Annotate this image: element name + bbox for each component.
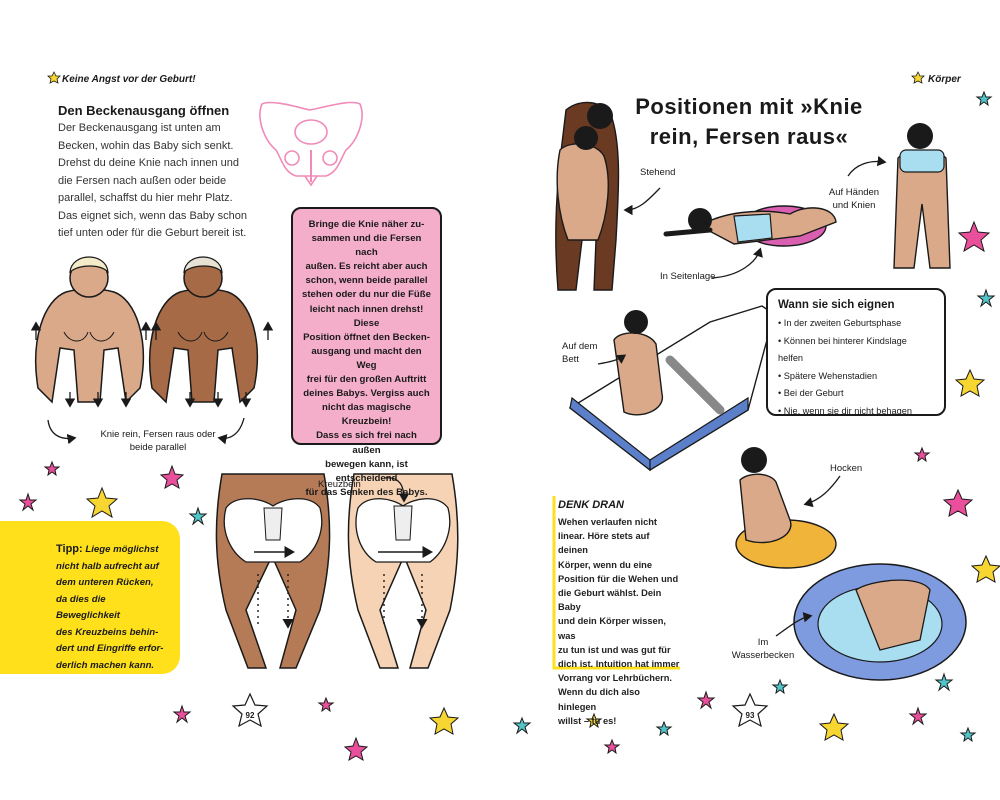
denk-dran-title: DENK DRAN	[558, 499, 624, 511]
title-line: Positionen mit »Knie	[635, 94, 863, 119]
pink-box-line: für das Senken des Babys.	[305, 486, 428, 498]
body-line: Das eignet sich, wenn das Baby schon	[58, 209, 247, 222]
pink-box-line: leicht nach innen drehst! Diese	[309, 303, 424, 329]
body-line: Becken, wohin das Baby sich senkt.	[58, 139, 234, 152]
body-line: die Fersen nach außen oder beide	[58, 174, 227, 187]
suitability-item: • Bei der Geburt	[778, 385, 934, 403]
pink-box-line: außen. Es reicht aber auch	[305, 261, 428, 273]
label-seitenlage: In Seitenlage	[660, 271, 716, 282]
label-line: Wasserbecken	[731, 650, 795, 661]
side-lying-woman-illustration	[666, 206, 836, 246]
squatting-woman-illustration	[736, 447, 836, 568]
denk-line: Wenn du dich also hinlegen	[558, 687, 640, 712]
denk-line: linear. Höre stets auf deinen	[558, 531, 650, 556]
tip-label: Tipp:	[56, 543, 83, 555]
denk-line: dich ist. Intuition hat immer	[558, 659, 680, 670]
page-number-right: 93	[745, 711, 755, 720]
tip-line: da dies die Beweglichkeit	[56, 593, 120, 621]
page-number-left: 92	[245, 711, 255, 720]
denk-line: die Geburt wählst. Dein Baby	[558, 588, 662, 613]
title-line: rein, Fersen raus«	[649, 124, 849, 149]
denk-dran-text	[558, 515, 680, 728]
body-line: Der Beckenausgang ist unten am	[58, 122, 221, 134]
pelvis-anatomy-light	[348, 474, 457, 668]
pink-box-line: deines Babys. Vergiss auch	[303, 388, 430, 400]
pink-info-box	[291, 207, 442, 498]
label-line: Im	[757, 637, 769, 648]
woman-all-fours-light	[36, 257, 144, 402]
denk-line: Vorrang vor Lehrbüchern.	[558, 673, 672, 684]
running-head-right: Körper	[928, 74, 961, 85]
suitability-item: • Können bei hinterer Kindslage helfen	[778, 333, 934, 368]
body-line: Drehst du deine Knie nach innen und	[58, 157, 240, 169]
pink-box-line: schon, wenn beide parallel	[305, 275, 428, 287]
tip-box	[0, 521, 180, 674]
hands-knees-woman-illustration	[894, 123, 950, 268]
pink-box-line: nicht das magische Kreuzbein!	[321, 402, 412, 428]
label-line: und Knien	[832, 200, 876, 211]
denk-line: zu tun ist und was gut für	[558, 644, 671, 655]
label-haenden-knien	[828, 186, 880, 212]
section-body	[58, 120, 268, 243]
pink-box-line: frei für den großen Auftritt	[306, 374, 427, 386]
suitability-box	[766, 288, 946, 416]
pelvis-outline-drawing	[260, 103, 362, 185]
section-heading: Den Beckenausgang öffnen	[58, 103, 230, 118]
label-stehend: Stehend	[640, 167, 676, 178]
denk-line: Wehen verlaufen nicht	[558, 517, 658, 527]
label-line: Bett	[562, 354, 579, 365]
caption-line: beide parallel	[129, 442, 187, 453]
suitability-item: • Spätere Wehenstadien	[778, 368, 934, 386]
denk-line: und dein Körper wissen, was	[558, 616, 666, 641]
denk-line: Körper, wenn du eine	[558, 559, 653, 570]
running-head-left: Keine Angst vor der Geburt!	[62, 74, 196, 85]
standing-couple-illustration	[556, 102, 619, 290]
suitability-item: • In der zweiten Geburtsphase	[778, 315, 934, 333]
bed-illustration	[570, 306, 774, 470]
label-bett	[562, 340, 602, 366]
body-line: parallel, schaffst du hier mehr Platz.	[58, 192, 233, 204]
all-fours-caption	[88, 428, 228, 454]
kreuzbein-label: Kreuzbein	[318, 479, 361, 490]
page-number-stars	[233, 694, 767, 726]
caption-line: Knie rein, Fersen raus oder	[100, 429, 216, 440]
tip-line: des Kreuzbeins behin-	[56, 626, 159, 638]
woman-all-fours-dark	[150, 257, 258, 402]
tip-line: Liege möglichst	[85, 544, 159, 555]
pink-box-line: Position öffnet den Becken-	[303, 331, 430, 343]
label-hocken: Hocken	[830, 463, 863, 474]
pink-box-line: Dass es sich frei nach außen	[316, 430, 417, 456]
pink-box-line: bewegen kann, ist entscheidend	[325, 458, 408, 484]
suitability-title: Wann sie sich eignen	[778, 299, 895, 311]
tip-line: dert und Eingriffe erfor-	[56, 643, 164, 654]
label-line: Auf dem	[562, 341, 598, 352]
tip-line: derlich machen kann.	[56, 659, 155, 671]
pink-box-line: sammen und die Fersen nach	[311, 233, 422, 259]
pelvis-anatomy-dark	[216, 474, 329, 668]
denk-line: willst – tu es!	[558, 715, 617, 726]
birthing-pool-illustration	[794, 564, 966, 680]
pink-box-line: stehen oder du nur die Füße	[302, 289, 431, 301]
denk-line: Position für die Wehen und	[558, 573, 679, 584]
suitability-item: • Nie, wenn sie dir nicht behagen	[778, 403, 934, 421]
body-line: tief unten oder für die Geburt bereit ist.	[58, 227, 247, 239]
label-wasserbecken	[728, 636, 798, 662]
page-title	[624, 92, 874, 152]
tip-line: nicht halb aufrecht auf	[56, 560, 159, 572]
pink-box-line: ausgang und macht den Weg	[311, 345, 422, 371]
tip-line: dem unteren Rücken,	[56, 577, 154, 588]
pink-box-line: Bringe die Knie näher zu-	[308, 219, 425, 230]
label-line: Auf Händen	[828, 187, 880, 198]
